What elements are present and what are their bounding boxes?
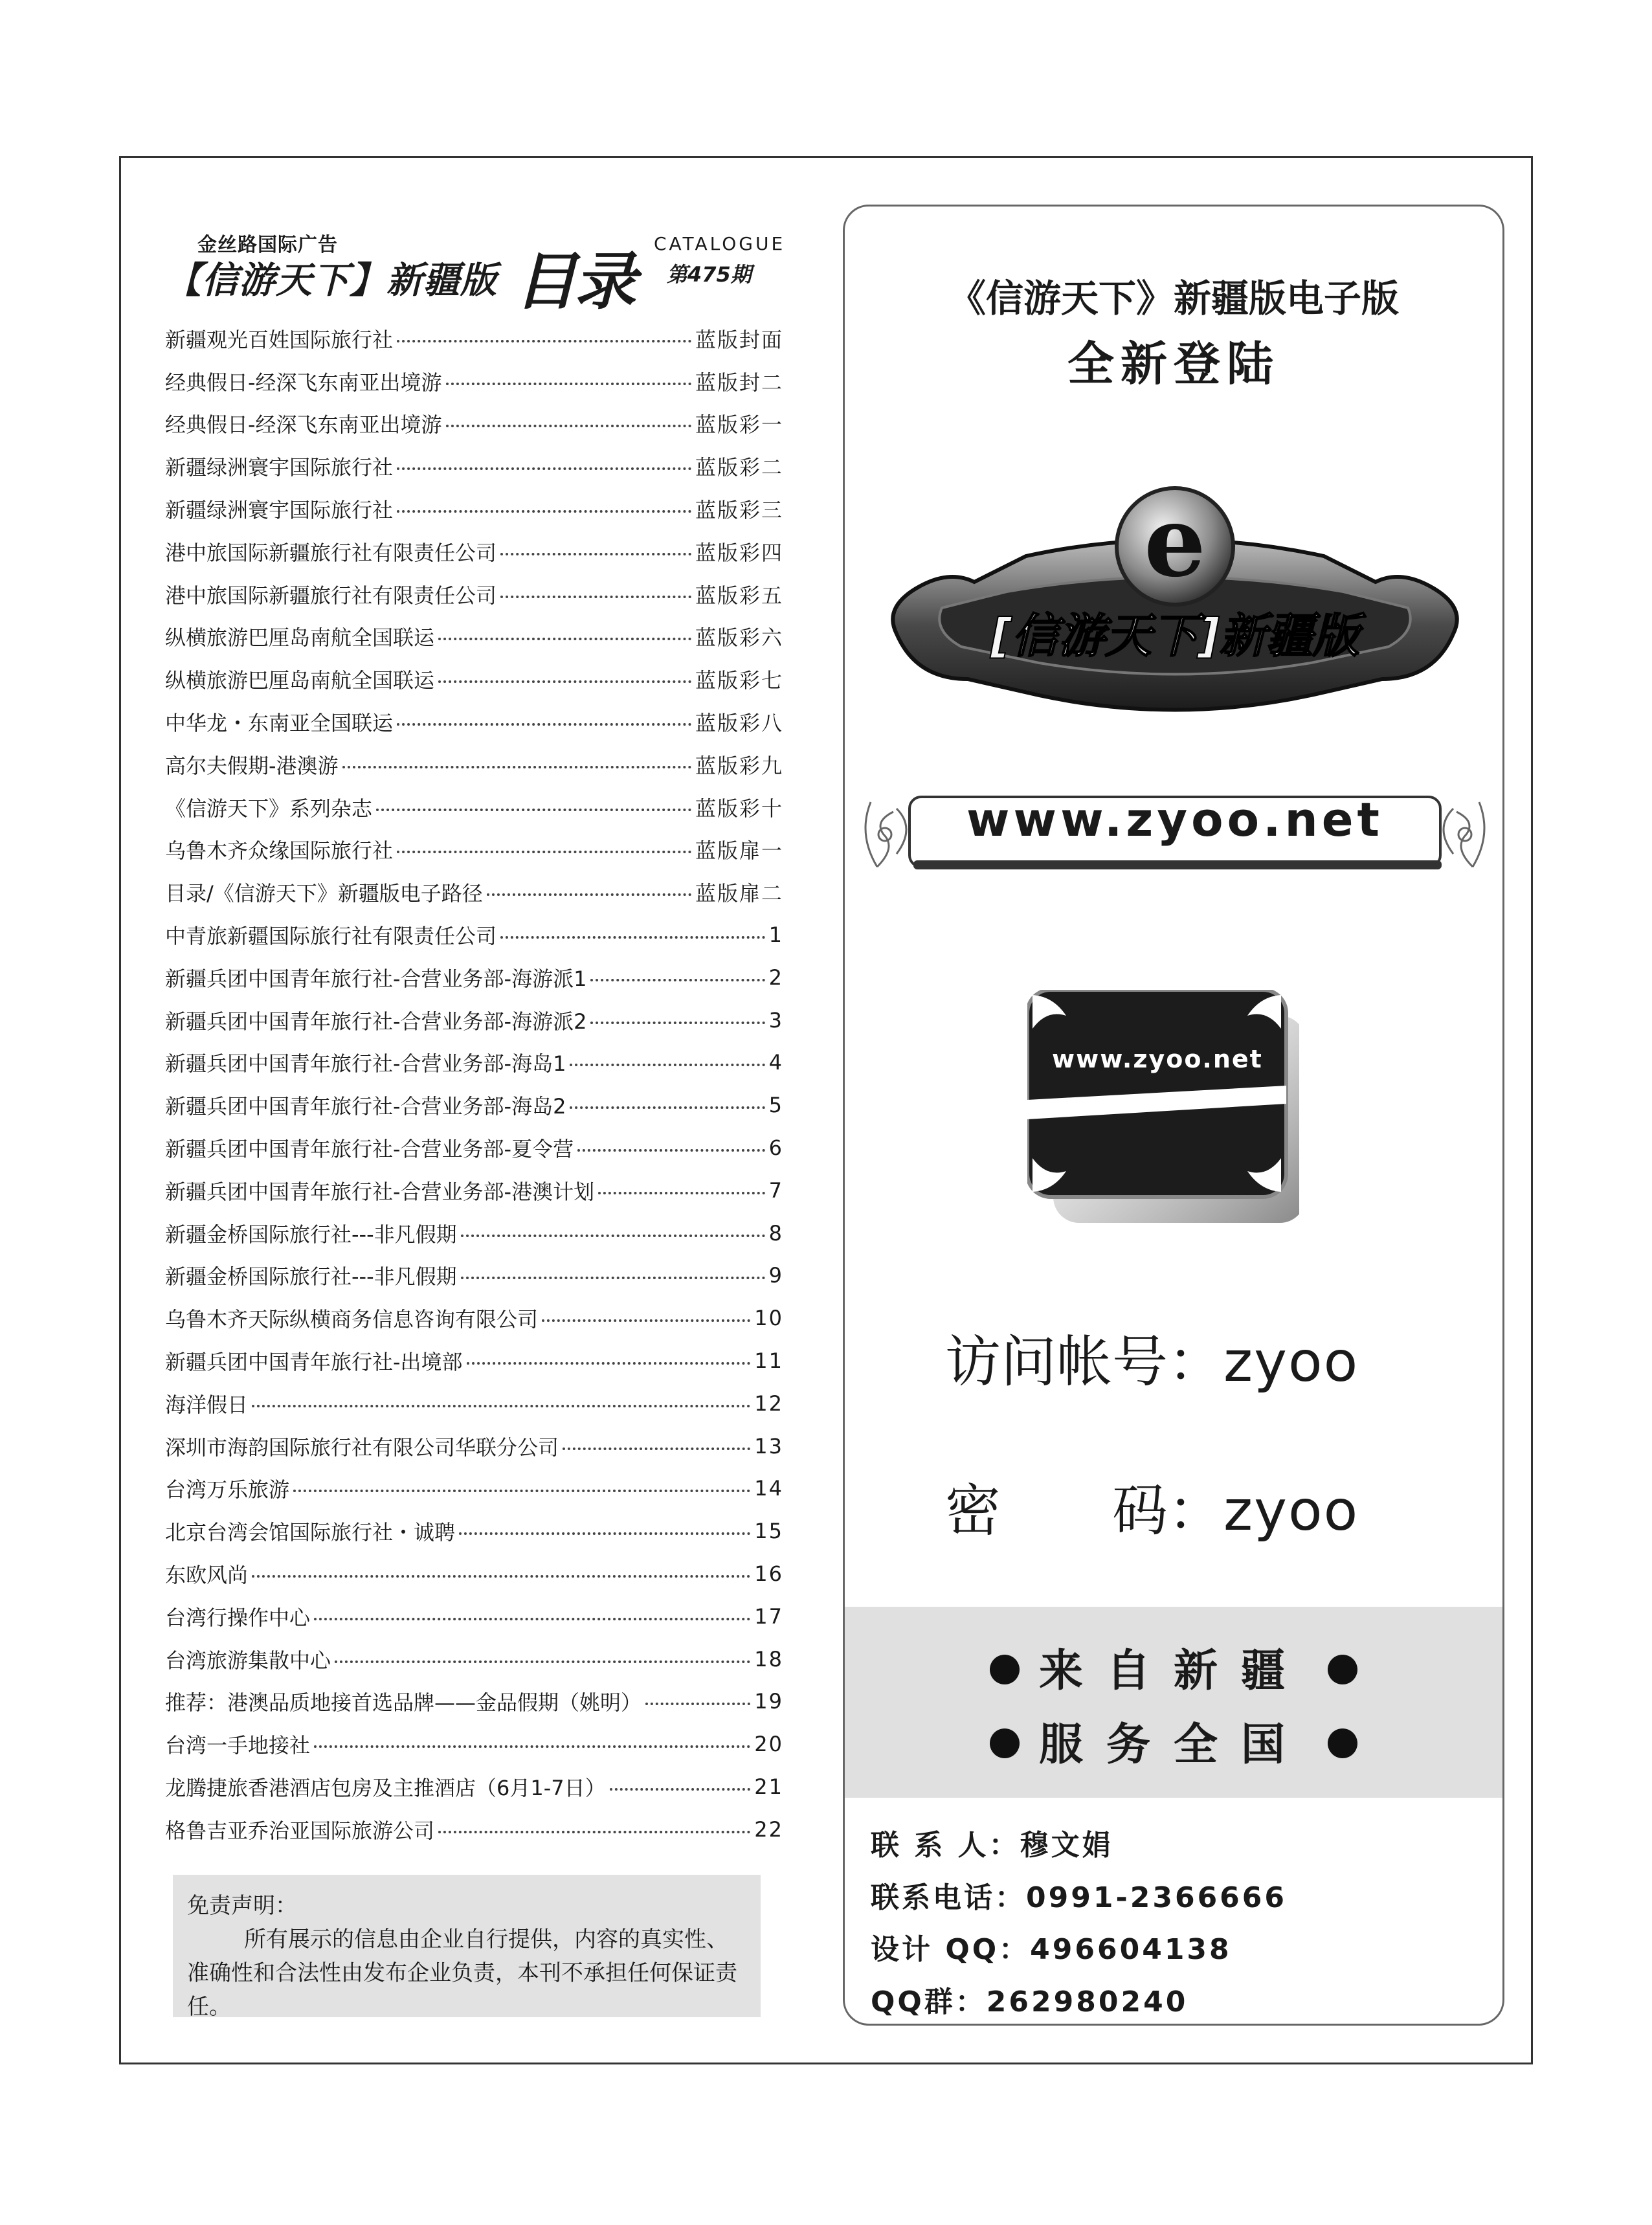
toc-entry: [165, 1042, 783, 1084]
toc-entry-name: 新疆兵团中国青年旅行社-合营业务部-海游派1: [165, 966, 587, 991]
slogan-row-1: [845, 1636, 1502, 1699]
toc-entry-page: 15: [754, 1519, 783, 1544]
toc-entry: [165, 1468, 783, 1510]
toc-entry-page: 蓝版彩一: [695, 412, 783, 438]
password-label: 密 码：: [945, 1479, 1223, 1543]
toc-leader-dots: [590, 979, 765, 981]
toc-entry: [165, 829, 783, 871]
account-label: 访问帐号：: [945, 1330, 1223, 1394]
toc-entry-name: 纵横旅游巴厘岛南航全国联运: [165, 668, 435, 693]
toc-leader-dots: [645, 1703, 750, 1705]
toc-leader-dots: [570, 1064, 765, 1066]
toc-entry-name: 《信游天下》系列杂志: [165, 796, 373, 821]
toc-entry: [165, 700, 783, 743]
toc-entry: [165, 403, 783, 445]
design-qq: 设计 QQ：496604138: [871, 1933, 1232, 1966]
toc-entry-name: 新疆金桥国际旅行社---非凡假期: [165, 1222, 457, 1247]
toc-entry: [165, 956, 783, 999]
toc-leader-dots: [570, 1106, 765, 1109]
toc-entry: [165, 317, 783, 360]
magazine-title: 【信游天下】新疆版: [165, 260, 497, 302]
promo-panel: [843, 205, 1504, 2026]
toc-entry: [165, 573, 783, 616]
contact-phone: 联系电话：0991-2366666: [871, 1881, 1288, 1914]
disclaimer-body: 所有展示的信息由企业自行提供，内容的真实性、准确性和合法性由发布企业负责，本刊不承担任何保证责任。: [187, 1927, 737, 2020]
toc-leader-dots: [397, 723, 691, 726]
toc-leader-dots: [438, 1831, 750, 1833]
toc-entry-name: 新疆金桥国际旅行社---非凡假期: [165, 1264, 457, 1290]
toc-leader-dots: [610, 1788, 751, 1791]
toc-leader-dots: [252, 1575, 750, 1578]
toc-entry-page: 蓝版扉二: [695, 881, 783, 906]
catalogue-column: [165, 217, 786, 1843]
toc-leader-dots: [500, 936, 765, 939]
toc-entry: [165, 1765, 783, 1808]
bullet-icon: [1328, 1728, 1357, 1758]
slogan-text-1: 来自新疆: [1038, 1646, 1308, 1697]
toc-entry-page: 5: [768, 1093, 783, 1118]
toc-entry: [165, 1681, 783, 1723]
toc-entry-name: 乌鲁木齐众缘国际旅行社: [165, 838, 394, 864]
toc-entry-name: 中华龙・东南亚全国联运: [165, 711, 394, 736]
toc-entry: [165, 1808, 783, 1851]
toc-entry-page: 12: [754, 1391, 783, 1416]
slogan-text-2: 服务全国: [1038, 1719, 1308, 1771]
toc-leader-dots: [397, 340, 691, 342]
toc-entry-page: 蓝版封二: [695, 370, 783, 395]
toc-entry-name: 格鲁吉亚乔治亚国际旅游公司: [165, 1818, 435, 1843]
toc-entry-name: 北京台湾会馆国际旅行社・诚聘: [165, 1520, 456, 1545]
toc-entry: [165, 1084, 783, 1126]
toc-leader-dots: [314, 1618, 750, 1620]
toc-entry: [165, 1595, 783, 1638]
account-value: zyoo: [1223, 1330, 1359, 1394]
toc-leader-dots: [461, 1235, 765, 1237]
toc-leader-dots: [397, 851, 691, 853]
toc-entry-name: 新疆兵团中国青年旅行社-合营业务部-港澳计划: [165, 1179, 595, 1204]
toc-leader-dots: [438, 680, 691, 683]
toc-leader-dots: [376, 809, 691, 811]
toc-entry: [165, 1382, 783, 1425]
toc-entry: [165, 616, 783, 658]
toc-leader-dots: [461, 1277, 765, 1279]
toc-entry-page: 4: [768, 1050, 783, 1075]
bullet-icon: [990, 1655, 1020, 1684]
toc-entry-name: 东欧风尚: [165, 1563, 249, 1587]
qq-group: QQ群：262980240: [871, 1985, 1189, 2018]
toc-entry-name: 新疆兵团中国青年旅行社-合营业务部-海岛2: [165, 1094, 566, 1119]
toc-entry: [165, 999, 783, 1042]
catalogue-masthead: [165, 217, 786, 318]
toc-entry: [165, 871, 783, 913]
toc-entry-page: 10: [754, 1306, 783, 1331]
promo-title: 《信游天下》新疆版电子版: [948, 276, 1399, 320]
toc-leader-dots: [459, 1532, 750, 1535]
toc-entry: [165, 1425, 783, 1468]
toc-entry: [165, 1723, 783, 1765]
toc-entry-name: 海洋假日: [165, 1392, 249, 1417]
toc-entry: [165, 360, 783, 403]
toc-leader-dots: [467, 1362, 751, 1365]
publisher-name: 金丝路国际广告: [197, 234, 338, 256]
toc-entry-page: 19: [754, 1689, 783, 1714]
toc-entry-name: 港中旅国际新疆旅行社有限责任公司: [165, 540, 497, 565]
toc-entry: [165, 1212, 783, 1255]
toc-entry-name: 港中旅国际新疆旅行社有限责任公司: [165, 583, 497, 608]
toc-entry-page: 17: [754, 1604, 783, 1629]
toc-entry-name: 龙腾捷旅香港酒店包房及主推酒店（6月1-7日）: [165, 1775, 606, 1800]
toc-entry-name: 经典假日-经深飞东南亚出境游: [165, 370, 442, 395]
toc-leader-dots: [487, 893, 691, 896]
toc-entry-name: 纵横旅游巴厘岛南航全国联运: [165, 625, 435, 651]
password-value: zyoo: [1223, 1479, 1359, 1543]
toc-entry-page: 2: [768, 965, 783, 990]
toc-leader-dots: [563, 1448, 750, 1450]
toc-leader-dots: [542, 1319, 750, 1322]
toc-leader-dots: [252, 1405, 750, 1407]
website-url[interactable]: www.zyoo.net: [966, 792, 1383, 847]
toc-entry-name: 经典假日-经深飞东南亚出境游: [165, 412, 442, 438]
right-ornament: [1444, 802, 1484, 867]
toc-entry: [165, 743, 783, 786]
promo-subtitle: 全新登陆: [1067, 337, 1280, 391]
toc-entry: [165, 1510, 783, 1552]
toc-entry-page: 16: [754, 1561, 783, 1586]
toc-entry: [165, 1552, 783, 1595]
catalogue-heading: 目录: [515, 245, 634, 318]
toc-leader-dots: [314, 1745, 750, 1748]
toc-leader-dots: [500, 553, 691, 555]
toc-entry: [165, 1126, 783, 1169]
e-logo-emblem: [871, 485, 1479, 731]
toc-entry-name: 推荐：港澳品质地接首选品牌——金品假期（姚明）: [165, 1690, 642, 1716]
toc-entry-page: 11: [754, 1348, 783, 1374]
toc-leader-dots: [446, 425, 691, 427]
toc-entry-name: 台湾行操作中心: [165, 1605, 311, 1630]
toc-entry-page: 9: [768, 1263, 783, 1288]
toc-leader-dots: [500, 596, 691, 598]
toc-entry: [165, 1297, 783, 1339]
slogan-row-2: [845, 1710, 1502, 1772]
toc-leader-dots: [342, 766, 691, 768]
logo-letter: e: [1144, 485, 1206, 599]
toc-entry-name: 中青旅新疆国际旅行社有限责任公司: [165, 924, 497, 949]
toc-entry-name: 新疆绿洲寰宇国际旅行社: [165, 455, 394, 480]
toc-entry-page: 蓝版彩四: [695, 540, 783, 565]
toc-entry-name: 新疆兵团中国青年旅行社-出境部: [165, 1350, 463, 1375]
toc-entry-name: 台湾一手地接社: [165, 1733, 311, 1758]
toc-leader-dots: [293, 1490, 750, 1492]
toc-entry: [165, 1169, 783, 1212]
toc-leader-dots: [577, 1149, 765, 1152]
toc-entry-name: 新疆绿洲寰宇国际旅行社: [165, 498, 394, 523]
toc-entry: [165, 530, 783, 573]
contact-person: 联 系 人：穆文娟: [871, 1829, 1113, 1862]
toc-leader-dots: [446, 383, 691, 385]
toc-entry-name: 乌鲁木齐天际纵横商务信息咨询有限公司: [165, 1307, 539, 1332]
toc-entry-name: 目录/《信游天下》新疆版电子路径: [165, 881, 483, 906]
toc-entry: [165, 658, 783, 700]
toc-entry-page: 14: [754, 1476, 783, 1501]
toc-entry-page: 蓝版彩二: [695, 455, 783, 480]
toc-entry-page: 蓝版彩五: [695, 583, 783, 608]
toc-entry-name: 深圳市海韵国际旅行社有限公司华联分公司: [165, 1435, 559, 1460]
toc-leader-dots: [590, 1022, 765, 1024]
toc-entry-name: 新疆兵团中国青年旅行社-合营业务部-海岛1: [165, 1051, 566, 1077]
toc-entry-name: 台湾万乐旅游: [165, 1477, 290, 1503]
disclaimer-box: [173, 1875, 761, 2020]
toc-entry-page: 3: [768, 1007, 783, 1033]
table-of-contents: [165, 317, 783, 1851]
toc-entry-page: 7: [768, 1178, 783, 1203]
toc-entry-name: 高尔夫假期-港澳游: [165, 753, 339, 778]
issue-number: 第475期: [667, 262, 752, 287]
toc-entry-page: 6: [768, 1135, 783, 1161]
toc-entry-name: 新疆兵团中国青年旅行社-合营业务部-海游派2: [165, 1009, 587, 1034]
account-row: [945, 1317, 1359, 1397]
logo-text: [信游天下]新疆版: [990, 609, 1359, 663]
disclaimer-title: 免责声明：: [187, 1893, 297, 1919]
toc-leader-dots: [438, 638, 691, 640]
toc-entry-page: 20: [754, 1732, 783, 1757]
toc-leader-dots: [397, 467, 691, 470]
catalogue-en-label: CATALOGUE: [654, 233, 786, 254]
toc-leader-dots: [335, 1660, 750, 1663]
toc-entry-page: 蓝版彩七: [695, 668, 783, 693]
toc-entry-page: 13: [754, 1433, 783, 1459]
toc-entry-page: 1: [768, 922, 783, 948]
toc-entry: [165, 445, 783, 487]
website-badge-icon: [1027, 990, 1299, 1223]
toc-entry-page: 蓝版彩八: [695, 711, 783, 736]
toc-entry-page: 8: [768, 1220, 783, 1246]
toc-leader-dots: [397, 510, 691, 513]
toc-entry-page: 蓝版彩九: [695, 753, 783, 778]
toc-entry-page: 蓝版封面: [695, 327, 783, 352]
toc-entry-page: 21: [754, 1774, 783, 1799]
toc-entry-page: 18: [754, 1646, 783, 1672]
badge-url: www.zyoo.net: [1052, 1045, 1263, 1073]
toc-entry: [165, 913, 783, 956]
toc-entry-name: 台湾旅游集散中心: [165, 1648, 331, 1673]
toc-entry-page: 22: [754, 1817, 783, 1842]
toc-leader-dots: [598, 1192, 765, 1194]
toc-entry-page: 蓝版彩三: [695, 498, 783, 523]
password-row: [945, 1466, 1359, 1546]
toc-entry: [165, 1638, 783, 1681]
toc-entry: [165, 1255, 783, 1297]
toc-entry-page: 蓝版彩六: [695, 625, 783, 651]
bullet-icon: [990, 1728, 1020, 1758]
toc-entry-name: 新疆观光百姓国际旅行社: [165, 327, 394, 352]
left-ornament: [865, 802, 906, 867]
bullet-icon: [1328, 1655, 1357, 1684]
toc-entry: [165, 1339, 783, 1382]
toc-entry-page: 蓝版彩十: [695, 796, 783, 821]
toc-entry-page: 蓝版扉一: [695, 838, 783, 864]
toc-entry-name: 新疆兵团中国青年旅行社-合营业务部-夏令营: [165, 1137, 574, 1162]
toc-entry: [165, 487, 783, 530]
toc-entry: [165, 786, 783, 829]
